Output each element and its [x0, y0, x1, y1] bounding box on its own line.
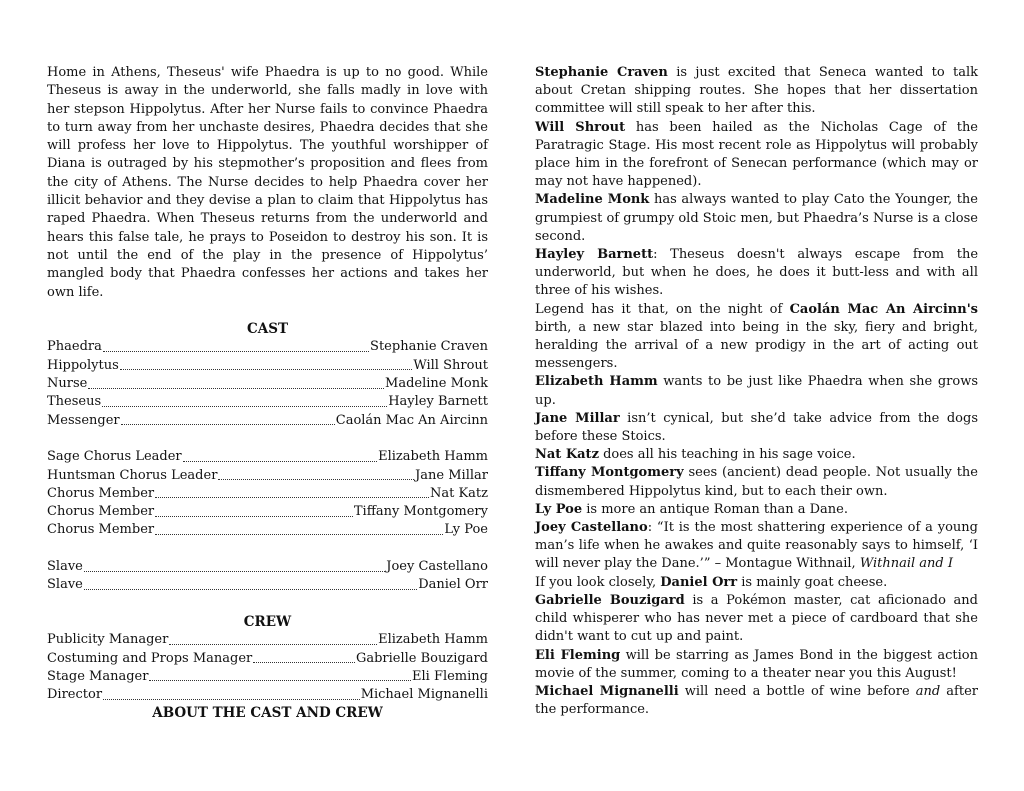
bio-name: Jane Millar	[535, 410, 620, 426]
dot-leader	[155, 534, 443, 535]
bio-name: Daniel Orr	[660, 574, 738, 590]
bio-name: Madeline Monk	[535, 192, 650, 208]
role-name: Director	[47, 687, 103, 703]
person-name: Madeline Monk	[385, 376, 488, 392]
chorus-list	[47, 448, 488, 539]
roster-entry	[47, 467, 488, 485]
role-name: Nurse	[47, 376, 88, 392]
play-synopsis: Home in Athens, Theseus' wife Phaedra is up to no good. While Theseus is away in the underworld, she falls madly in love with her stepson Hippolytus. After her Nurse fails to convince Phaedra to turn away from her unchaste desires, Phaedra decides that she will profess her love to Hippolytus. The youthful worshipper of Diana is outraged by his stepmother’s proposition and flees from the city of Athens. The Nurse decides to help Phaedra cover her illicit behavior and they devise a plan to claim that Hippolytus has raped Phaedra. When Theseus returns from the underworld and hears this false tale, he prays to Poseidon to destroy his son. It is not until the end of the play in the presence of Hippolytus’ mangled body that Phaedra confesses her actions and takes her own life.	[47, 65, 488, 300]
bio-name: Eli Fleming	[535, 647, 621, 663]
bio-text: does all his teaching in his sage voice.	[598, 447, 856, 463]
person-name: Eli Fleming	[412, 668, 488, 684]
bio-text: will need a bottle of wine before	[678, 683, 916, 699]
bio-text: has been hailed as the Nicholas Cage of the Paratragic Stage. His most recent role as Hippolytus will probably place him in the forefront of Senecan performance (which may or may not have happened).	[535, 119, 979, 190]
roster-entry	[47, 558, 488, 576]
bio-name: Michael Mignanelli	[535, 683, 679, 699]
cast-heading: CAST	[246, 321, 288, 338]
bio-entry	[535, 574, 978, 592]
roster-entry	[47, 375, 488, 393]
person-name: Will Shrout	[413, 357, 488, 373]
roster-entry	[47, 576, 488, 594]
slave-list	[47, 558, 488, 595]
roster-entry	[47, 393, 488, 411]
person-name: Michael Mignanelli	[360, 687, 488, 703]
dot-leader	[88, 388, 384, 389]
person-name: Ly Poe	[444, 522, 488, 538]
bio-list	[535, 64, 978, 719]
left-column	[47, 64, 488, 723]
dot-leader	[183, 461, 377, 462]
person-name: Caolán Mac An Aircinn	[335, 412, 488, 428]
dot-leader	[155, 516, 353, 517]
role-name: Theseus	[47, 394, 102, 410]
bio-entry	[535, 410, 978, 446]
role-name: Sage Chorus Leader	[47, 449, 182, 465]
bio-name: Ly Poe	[535, 501, 583, 517]
bio-text: is mainly goat cheese.	[737, 574, 888, 590]
bio-text: is a Pokémon master, cat aficionado and child whisperer who has never met a piece of cardboard that she didn't want to cut up and paint.	[535, 592, 978, 645]
bio-italic: and	[915, 683, 941, 699]
bio-name: Stephanie Craven	[535, 65, 668, 80]
person-name: Daniel Orr	[418, 577, 488, 593]
about-cast-crew-heading: ABOUT THE CAST AND CREW	[152, 705, 383, 722]
dot-leader	[103, 699, 360, 700]
roster-entry	[47, 668, 488, 686]
bio-name: Tiffany Montgomery	[535, 465, 684, 481]
dot-leader	[84, 571, 385, 572]
role-name: Hippolytus	[47, 357, 119, 373]
role-name: Huntsman Chorus Leader	[47, 467, 218, 483]
roster-entry	[47, 503, 488, 521]
role-name: Chorus Member	[47, 485, 155, 501]
bio-entry	[535, 246, 978, 301]
bio-name: Caolán Mac An Aircinn's	[789, 301, 978, 317]
roster-entry	[47, 412, 488, 430]
dot-leader	[169, 644, 377, 645]
bio-text: : Theseus doesn't always escape from the underworld, but when he does, he does it butt-less and with all three of his wishes.	[535, 247, 979, 299]
bio-entry	[535, 464, 978, 500]
bio-entry	[535, 647, 978, 683]
bio-prefix: If you look closely,	[535, 574, 661, 590]
bio-text: wants to be just like Phaedra when she grows up.	[535, 374, 979, 408]
bio-text: is just excited that Seneca wanted to talk about Cretan shipping routes. She hopes that her dissertation committee will still speak to her after this.	[535, 65, 978, 117]
bio-entry	[535, 501, 978, 519]
bio-name: Nat Katz	[535, 447, 599, 463]
bio-entry	[535, 119, 978, 192]
roster-entry	[47, 338, 488, 356]
right-column	[535, 64, 978, 719]
person-name: Jane Millar	[415, 467, 488, 483]
role-name: Chorus Member	[47, 522, 155, 538]
bio-suffix: after the performance.	[535, 683, 978, 718]
bio-entry	[535, 519, 978, 574]
bio-entry	[535, 592, 978, 647]
person-name: Gabrielle Bouzigard	[355, 650, 488, 666]
bio-entry	[535, 64, 978, 119]
person-name: Tiffany Montgomery	[353, 504, 488, 520]
crew-list	[47, 631, 488, 704]
role-name: Publicity Manager	[47, 632, 169, 648]
bio-text: isn’t cynical, but she’d take advice from the dogs before these Stoics.	[535, 410, 978, 445]
role-name: Stage Manager	[47, 668, 149, 684]
bio-entry	[535, 373, 978, 409]
bio-text: birth, a new star blazed into being in the sky, fiery and bright, heralding the arrival of a new prodigy in the art of acting out messengers.	[535, 319, 978, 372]
cast-list	[47, 338, 488, 429]
roster-entry	[47, 686, 488, 704]
dot-leader	[102, 406, 387, 407]
dot-leader	[155, 497, 429, 498]
bio-name: Joey Castellano	[535, 520, 648, 536]
bio-text: sees (ancient) dead people. Not usually the dismembered Hippolytus kind, but to each their own.	[535, 465, 978, 499]
role-name: Phaedra	[47, 339, 102, 355]
roster-entry	[47, 631, 488, 649]
person-name: Elizabeth Hamm	[378, 632, 488, 648]
role-name: Chorus Member	[47, 504, 155, 520]
bio-italic: Withnail and I	[859, 556, 953, 572]
person-name: Nat Katz	[429, 485, 488, 501]
dot-leader	[121, 424, 335, 425]
dot-leader	[149, 680, 411, 681]
person-name: Elizabeth Hamm	[378, 449, 488, 465]
bio-text: will be starring as James Bond in the biggest action movie of the summer, coming to a theater near you this August!	[535, 647, 978, 681]
dot-leader	[253, 662, 355, 663]
bio-entry	[535, 191, 978, 246]
dot-leader	[103, 351, 369, 352]
dot-leader	[218, 479, 414, 480]
person-name: Joey Castellano	[386, 559, 488, 575]
roster-entry	[47, 448, 488, 466]
bio-prefix: Legend has it that, on the night of	[535, 301, 790, 317]
bio-entry	[535, 301, 978, 374]
dot-leader	[120, 369, 413, 370]
roster-entry	[47, 485, 488, 503]
roster-entry	[47, 521, 488, 539]
bio-text: is more an antique Roman than a Dane.	[582, 501, 848, 517]
role-name: Slave	[47, 559, 83, 575]
bio-name: Hayley Barnett	[535, 247, 654, 263]
bio-name: Gabrielle Bouzigard	[535, 592, 685, 608]
bio-text: has always wanted to play Cato the Younger, the grumpiest of grumpy old Stoic men, but Phaedra’s Nurse is a close second.	[535, 192, 979, 244]
bio-entry	[535, 683, 978, 719]
crew-heading: CREW	[243, 613, 292, 630]
role-name: Slave	[47, 577, 83, 593]
bio-name: Elizabeth Hamm	[535, 374, 658, 390]
person-name: Hayley Barnett	[388, 394, 488, 410]
roster-entry	[47, 357, 488, 375]
bio-text: : “It is the most shattering experience of a young man’s life when he awakes and quite reasonably says to himself, ‘I will never play the Dane.’” – Montague Withnail,	[535, 520, 978, 572]
role-name: Messenger	[47, 412, 120, 428]
dot-leader	[84, 589, 417, 590]
roster-entry	[47, 650, 488, 668]
role-name: Costuming and Props Manager	[47, 650, 253, 666]
bio-entry	[535, 446, 978, 464]
person-name: Stephanie Craven	[370, 339, 488, 355]
bio-name: Will Shrout	[535, 119, 626, 135]
